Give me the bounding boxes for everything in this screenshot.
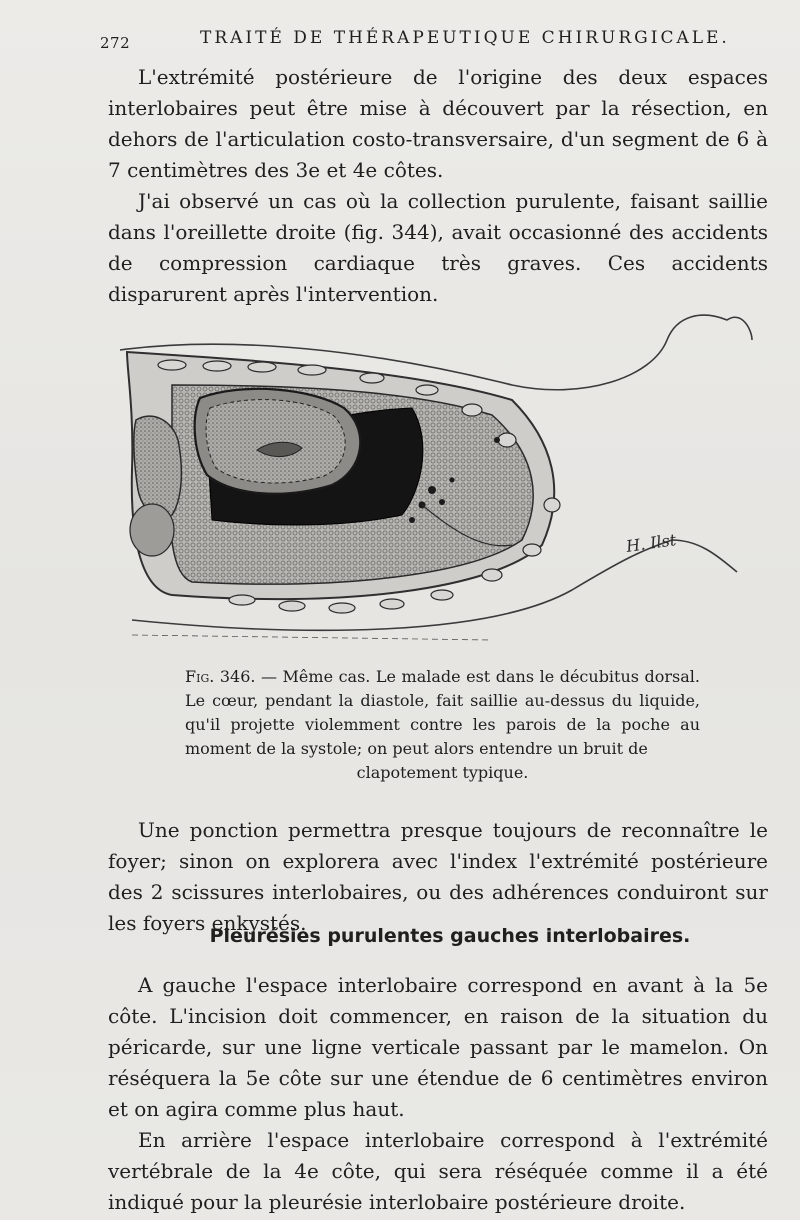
rib-section (130, 504, 174, 556)
anatomical-figure (112, 290, 762, 650)
paragraph: Une ponction permettra presque toujours de reconnaître le foyer; sinon on explorera avec l'index l'extrémité postérieure des 2 scissures interlobaires, ou des adhérences conduiront sur les foyers enkystés. (108, 818, 768, 935)
running-title: TRAITÉ DE THÉRAPEUTIQUE CHIRURGICALE. (200, 28, 730, 48)
text-block-bottom (108, 970, 768, 1218)
heart (206, 400, 345, 483)
table-line (132, 635, 492, 640)
paragraph: J'ai observé un cas où la collection purulente, faisant saillie dans l'oreillette droite (fig. 344), avait occasionné des accidents de compression cardiaque très graves. Ces accidents disparurent après l'intervention. (108, 189, 768, 306)
page-header (100, 24, 760, 52)
figure-caption (185, 665, 700, 785)
paragraph: L'extrémité postérieure de l'origine des deux espaces interlobaires peut être mise à découvert par la résection, en dehors de l'articulation costo-transversaire, d'un segment de 6 à 7 centimètres des 3e et 4e côtes. (108, 65, 768, 182)
page-number: 272 (100, 34, 131, 52)
figure-illustration (112, 290, 762, 650)
text-block-middle (108, 815, 768, 939)
paragraph: En arrière l'espace interlobaire correspond à l'extrémité vertébrale de la 4e côte, qui sera réséquée comme il a été indiqué pour la pleurésie interlobaire postérieure droite. (108, 1128, 768, 1214)
section-heading: Pleurésies purulentes gauches interlobaires. (209, 925, 691, 947)
paragraph: A gauche l'espace interlobaire correspond en avant à la 5e côte. L'incision doit commencer, en raison de la situation du péricarde, sur une ligne verticale passant par le mamelon. On réséquera la 5e côte sur une étendue de 6 centimètres environ et on agira comme plus haut. (108, 973, 768, 1121)
caption-text: — Même cas. Le malade est dans le décubitus dorsal. Le cœur, pendant la diastole, fait saillie au-dessus du liquide, qu'il projette violemment contre les parois de la poche au moment de la systole; on peut alors entendre un bruit de (185, 667, 701, 758)
figure-label: Fig. 346. (185, 667, 256, 686)
artist-signature: H. Ilst (624, 530, 678, 556)
caption-last-line: clapotement typique. (356, 763, 529, 782)
text-block-top (108, 62, 768, 310)
